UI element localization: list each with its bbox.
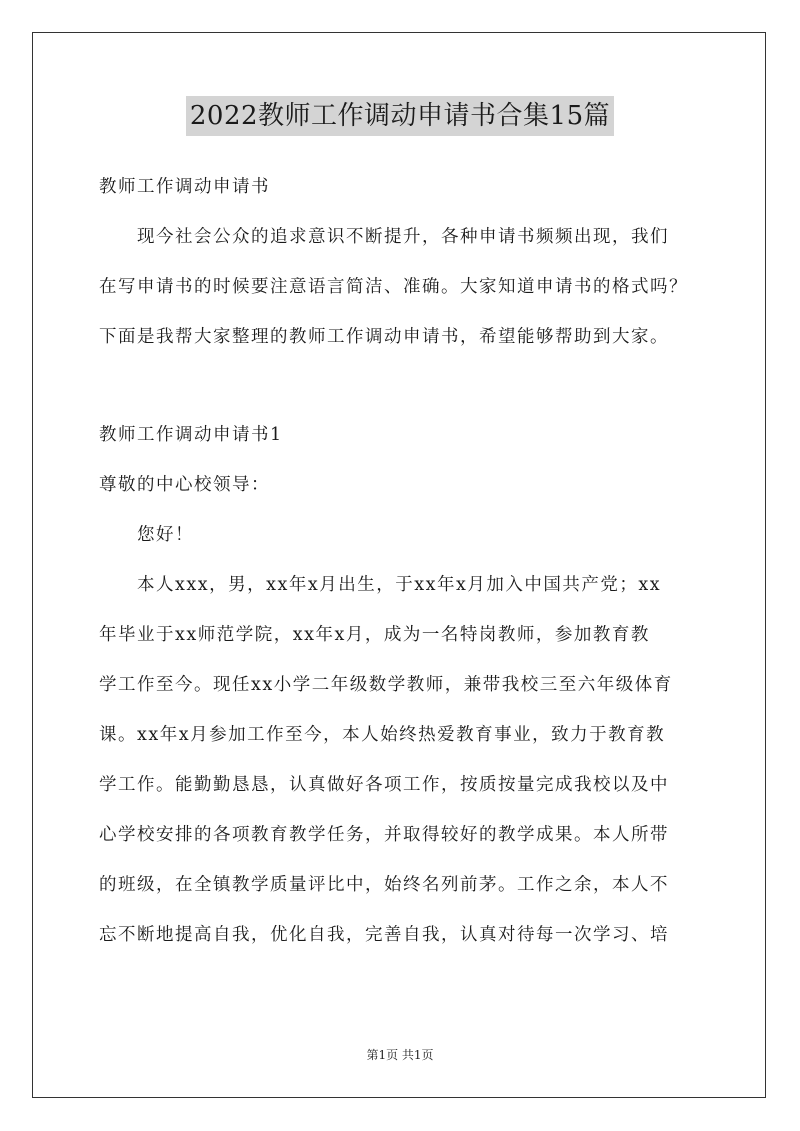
body-line-3: 学工作至今。现任xx小学二年级数学教师，兼带我校三至六年级体育 <box>99 675 673 695</box>
section-heading: 教师工作调动申请书1 <box>99 425 283 445</box>
body-line-4: 课。xx年x月参加工作至今，本人始终热爱教育事业，致力于教育教 <box>99 725 666 745</box>
salutation: 尊敬的中心校领导： <box>99 475 270 495</box>
document-title: 2022教师工作调动申请书合集15篇 <box>186 96 614 136</box>
page-footer: 第1页 共1页 <box>366 1048 434 1062</box>
document-body <box>99 162 719 960</box>
subtitle: 教师工作调动申请书 <box>99 177 270 197</box>
body-line-8: 忘不断地提高自我，优化自我，完善自我，认真对待每一次学习、培 <box>99 925 669 945</box>
body-line-1: 本人xxx，男，xx年x月出生，于xx年x月加入中国共产党；xx <box>137 575 662 595</box>
greeting: 您好！ <box>137 525 194 545</box>
body-line-7: 的班级，在全镇教学质量评比中，始终名列前茅。工作之余，本人不 <box>99 875 669 895</box>
body-line-2: 年毕业于xx师范学院，xx年x月，成为一名特岗教师，参加教育教 <box>99 625 650 645</box>
intro-line-2: 在写申请书的时候要注意语言简洁、准确。大家知道申请书的格式吗？ <box>99 277 688 297</box>
body-line-6: 心学校安排的各项教育教学任务，并取得较好的教学成果。本人所带 <box>99 825 669 845</box>
intro-line-3: 下面是我帮大家整理的教师工作调动申请书，希望能够帮助到大家。 <box>99 327 669 347</box>
intro-line-1: 现今社会公众的追求意识不断提升，各种申请书频频出现，我们 <box>137 227 669 247</box>
body-line-5: 学工作。能勤勤恳恳，认真做好各项工作，按质按量完成我校以及中 <box>99 775 669 795</box>
